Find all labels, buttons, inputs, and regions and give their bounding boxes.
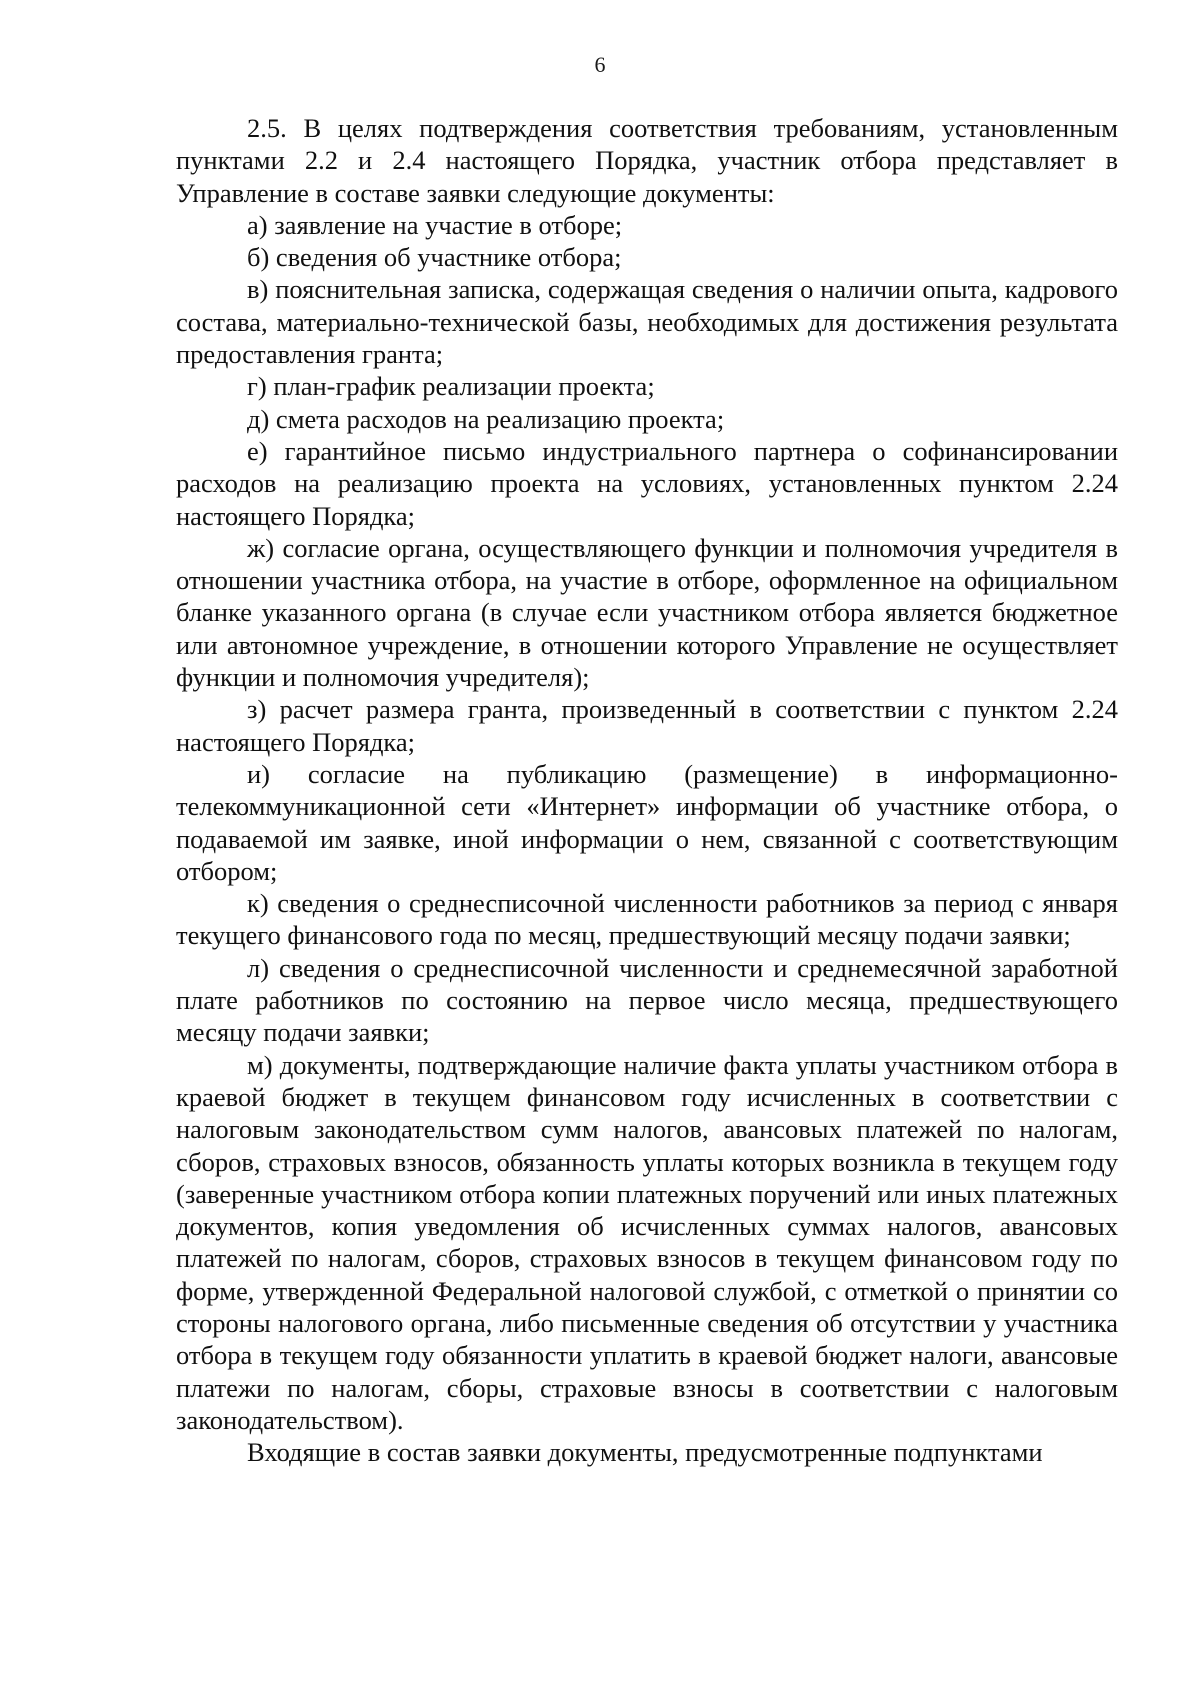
paragraph-2-5: 2.5. В целях подтверждения соответствия требованиям, установленным пунктами 2.2 и 2.4 настоящего Порядка, участник отбора представляет в Управление в составе заявки следующие документы: bbox=[176, 113, 1118, 208]
document-body bbox=[176, 112, 1118, 1468]
list-item-l: л) сведения о среднесписочной численности и среднемесячной заработной плате работников по состоянию на первое число месяца, предшествующего месяцу подачи заявки; bbox=[176, 952, 1118, 1048]
list-item-b: б) сведения об участнике отбора; bbox=[247, 242, 622, 273]
list-item-zh: ж) согласие органа, осуществляющего функции и полномочия учредителя в отношении участника отбора, на участие в отборе, оформленное на официальном бланке указанного органа (в случае если участником отбора является бюджетное или автономное учреждение, в отношении которого Управление не осуществляет функции и полномочия учредителя); bbox=[176, 532, 1118, 693]
list-item-m: м) документы, подтверждающие наличие факта уплаты участником отбора в краевой бюджет в текущем финансовом году исчисленных в соответствии с налоговым законодательством сумм налогов, авансовых платежей по налогам, сборов, страховых взносов, обязанность уплаты которых возникла в текущем году (заверенные участником отбора копии платежных поручений или иных платежных документов, копия уведомления об исчисленных суммах налогов, авансовых платежей по налогам, сборов, страховых взносов в текущем финансовом году по форме, утвержденной Федеральной налоговой службой, с отметкой о принятии со стороны налогового органа, либо письменные сведения об отсутствии у участника отбора в текущем году обязанности уплатить в краевой бюджет налоги, авансовые платежи по налогам, сборы, страховые взносы в соответствии с налоговым законодательством). bbox=[176, 1049, 1118, 1435]
list-item-e: е) гарантийное письмо индустриального партнера о софинансировании расходов на реализацию проекта на условиях, установленных пунктом 2.24 настоящего Порядка; bbox=[176, 435, 1118, 531]
list-item-z: з) расчет размера гранта, произведенный в соответствии с пунктом 2.24 настоящего Порядка; bbox=[176, 694, 1118, 757]
list-item-d: д) смета расходов на реализацию проекта; bbox=[247, 403, 725, 434]
list-item-v: в) пояснительная записка, содержащая сведения о наличии опыта, кадрового состава, материально-технической базы, необходимых для достижения результата предоставления гранта; bbox=[176, 274, 1118, 370]
paragraph-continuation: Входящие в состав заявки документы, предусмотренные подпунктами bbox=[247, 1437, 1043, 1468]
page-number: 6 bbox=[594, 52, 606, 77]
list-item-g: г) план-график реализации проекта; bbox=[247, 371, 655, 402]
list-item-i: и) согласие на публикацию (размещение) в информационно-телекоммуникационной сети «Интернет» информации об участнике отбора, о подаваемой им заявке, иной информации о нем, связанной с соответствующим отбором; bbox=[176, 758, 1118, 886]
list-item-a: а) заявление на участие в отборе; bbox=[247, 209, 623, 240]
list-item-k: к) сведения о среднесписочной численности работников за период с января текущего финансового года по месяц, предшествующий месяцу подачи заявки; bbox=[176, 888, 1118, 951]
